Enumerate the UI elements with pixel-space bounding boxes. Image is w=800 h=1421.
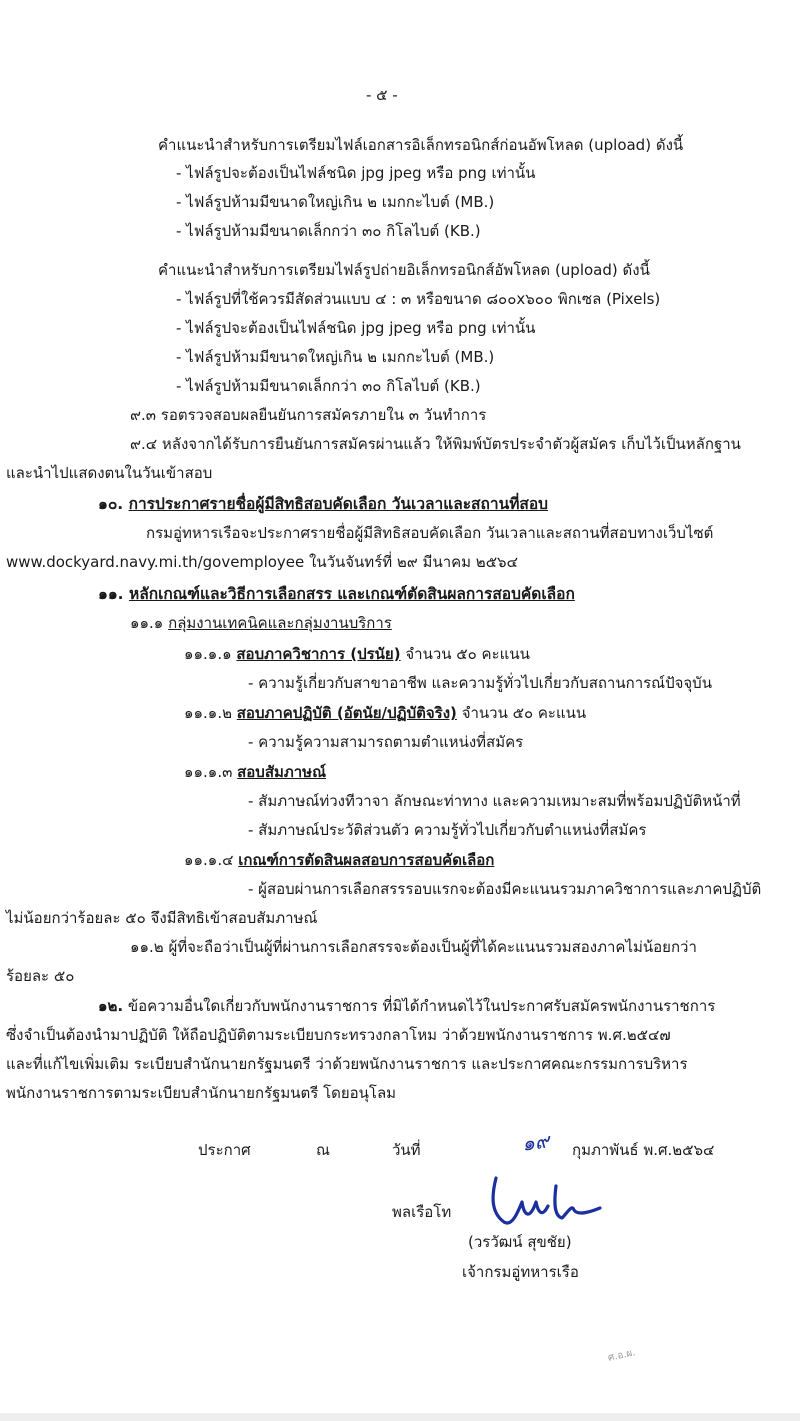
section-11-1-4-number: ๑๑.๑.๔ [184, 851, 234, 869]
section-12-line2: ซึ่งจำเป็นต้องนำมาปฏิบัติ ให้ถือปฏิบัติตามระเบียบกระทรวงกลาโหม ว่าด้วยพนักงานราชการ พ.ศ.๒๕๔๗ [6, 1026, 671, 1044]
section-11-2-line1: ๑๑.๒ ผู้ที่จะถือว่าเป็นผู้ที่ผ่านการเลือกสรรจะต้องเป็นผู้ที่ได้คะแนนรวมสองภาคไม่น้อยกว่า [130, 938, 697, 956]
section-11-1-1-number: ๑๑.๑.๑ [184, 645, 232, 663]
upload-photo-item: - ไฟล์รูปห้ามมีขนาดเล็กกว่า ๓๐ กิโลไบต์ (KB.) [176, 377, 481, 395]
section-11-1-number: ๑๑.๑ [130, 614, 164, 632]
section-11-1-2-desc: - ความรู้ความสามารถตามตำแหน่งที่สมัคร [248, 733, 524, 751]
upload-photo-heading: คำแนะนำสำหรับการเตรียมไฟล์รูปถ่ายอิเล็กทรอนิกส์อัพโหลด (upload) ดังนี้ [158, 261, 650, 279]
section-10-number: ๑๐. [98, 495, 124, 513]
upload-doc-heading: คำแนะนำสำหรับการเตรียมไฟล์เอกสารอิเล็กทรอนิกส์ก่อนอัพโหลด (upload) ดังนี้ [158, 136, 684, 154]
section-11-1-3-desc1: - สัมภาษณ์ท่วงทีวาจา ลักษณะท่าทาง และความเหมาะสมที่พร้อมปฏิบัติหน้าที่ [248, 792, 741, 810]
section-11-1-1-desc: - ความรู้เกี่ยวกับสาขาอาชีพ และความรู้ทั่วไปเกี่ยวกับสถานการณ์ปัจจุบัน [248, 674, 712, 692]
announce-label: ประกาศ [198, 1141, 251, 1159]
section-11-1-2-title: สอบภาคปฏิบัติ (อัตนัย/ปฏิบัติจริง) [236, 704, 457, 722]
section-11-title: หลักเกณฑ์และวิธีการเลือกสรร และเกณฑ์ตัดสินผลการสอบคัดเลือก [128, 585, 575, 603]
section-11-1-1 [184, 645, 530, 664]
section-11-1-4 [184, 851, 494, 870]
page-bottom-edge [0, 1413, 800, 1421]
page-number: - ๕ - [366, 86, 398, 104]
announce-at: ณ [316, 1141, 330, 1159]
announce-month-year: กุมภาพันธ์ พ.ศ.๒๕๖๔ [572, 1141, 715, 1159]
section-12-text: ข้อความอื่นใดเกี่ยวกับพนักงานราชการ ที่มิได้กำหนดไว้ในประกาศรับสมัครพนักงานราชการ [127, 997, 716, 1015]
section-10-title: การประกาศรายชื่อผู้มีสิทธิสอบคัดเลือก วันเวลาและสถานที่สอบ [128, 495, 549, 513]
section-10-line1: กรมอู่ทหารเรือจะประกาศรายชื่อผู้มีสิทธิสอบคัดเลือก วันเวลาและสถานที่สอบทางเว็บไซต์ [146, 524, 714, 542]
section-9-4-line1: ๙.๔ หลังจากได้รับการยืนยันการสมัครผ่านแล้ว ให้พิมพ์บัตรประจำตัวผู้สมัคร เก็บไว้เป็นหลักฐาน [130, 435, 741, 453]
section-9-4-line2: และนำไปแสดงตนในวันเข้าสอบ [6, 464, 213, 482]
section-12-number: ๑๒. [98, 997, 124, 1015]
section-9-3: ๙.๓ รอตรวจสอบผลยืนยันการสมัครภายใน ๓ วันทำการ [130, 406, 487, 424]
upload-photo-item: - ไฟล์รูปจะต้องเป็นไฟล์ชนิด jpg jpeg หรือ png เท่านั้น [176, 319, 536, 337]
section-11-1-2 [184, 704, 586, 723]
section-11-heading [98, 585, 575, 604]
signer-name: (วรวัฒน์ สุขชัย) [468, 1233, 572, 1251]
upload-photo-item: - ไฟล์รูปห้ามมีขนาดใหญ่เกิน ๒ เมกกะไบต์ (MB.) [176, 348, 495, 366]
section-11-1-3-title: สอบสัมภาษณ์ [237, 763, 326, 781]
section-11-1-1-title: สอบภาควิชาการ (ปรนัย) [236, 645, 401, 663]
section-11-1-4-title: เกณฑ์การตัดสินผลสอบการสอบคัดเลือก [238, 851, 495, 869]
upload-doc-item: - ไฟล์รูปห้ามมีขนาดเล็กกว่า ๓๐ กิโลไบต์ (KB.) [176, 222, 481, 240]
section-12-line3: และที่แก้ไขเพิ่มเติม ระเบียบสำนักนายกรัฐมนตรี ว่าด้วยพนักงานราชการ และประกาศคณะกรรมการบริหาร [6, 1055, 688, 1073]
section-11-1-4-desc1: - ผู้สอบผ่านการเลือกสรรรอบแรกจะต้องมีคะแนนรวมภาควิชาการและภาคปฏิบัติ [248, 880, 762, 898]
signer-position: เจ้ากรมอู่ทหารเรือ [462, 1263, 579, 1281]
section-10-line2: www.dockyard.navy.mi.th/govemployee ในวันจันทร์ที่ ๒๙ มีนาคม ๒๕๖๔ [6, 553, 518, 571]
handwritten-day: ๑๙ [520, 1128, 551, 1156]
section-11-1-4-desc2: ไม่น้อยกว่าร้อยละ ๕๐ จึงมีสิทธิเข้าสอบสัมภาษณ์ [6, 909, 318, 927]
section-11-1-1-score: จำนวน ๕๐ คะแนน [405, 645, 530, 663]
section-11-1-title: กลุ่มงานเทคนิคและกลุ่มงานบริการ [168, 614, 392, 632]
section-11-1-3-number: ๑๑.๑.๓ [184, 763, 233, 781]
section-11-number: ๑๑. [98, 585, 124, 603]
initials-note: ศ.อ.ผ. [607, 1347, 637, 1364]
upload-doc-item: - ไฟล์รูปจะต้องเป็นไฟล์ชนิด jpg jpeg หรือ png เท่านั้น [176, 164, 536, 182]
section-11-1-3-desc2: - สัมภาษณ์ประวัติส่วนตัว ความรู้ทั่วไปเกี่ยวกับตำแหน่งที่สมัคร [248, 821, 647, 839]
section-11-1-2-number: ๑๑.๑.๒ [184, 704, 232, 722]
section-11-1-heading [130, 614, 392, 633]
signer-rank: พลเรือโท [392, 1203, 452, 1221]
upload-doc-item: - ไฟล์รูปห้ามมีขนาดใหญ่เกิน ๒ เมกกะไบต์ (MB.) [176, 193, 495, 211]
announce-date-label: วันที่ [392, 1141, 421, 1159]
section-12-line1 [98, 997, 715, 1016]
signature [482, 1172, 612, 1232]
section-11-1-3 [184, 763, 326, 782]
upload-photo-item: - ไฟล์รูปที่ใช้ควรมีสัดส่วนแบบ ๔ : ๓ หรือขนาด ๘๐๐x๖๐๐ พิกเซล (Pixels) [176, 290, 661, 308]
section-10-heading [98, 495, 548, 514]
section-12-line4: พนักงานราชการตามระเบียบสำนักนายกรัฐมนตรี โดยอนุโลม [6, 1084, 397, 1102]
section-11-1-2-score: จำนวน ๕๐ คะแนน [461, 704, 587, 722]
section-11-2-line2: ร้อยละ ๕๐ [6, 967, 75, 985]
